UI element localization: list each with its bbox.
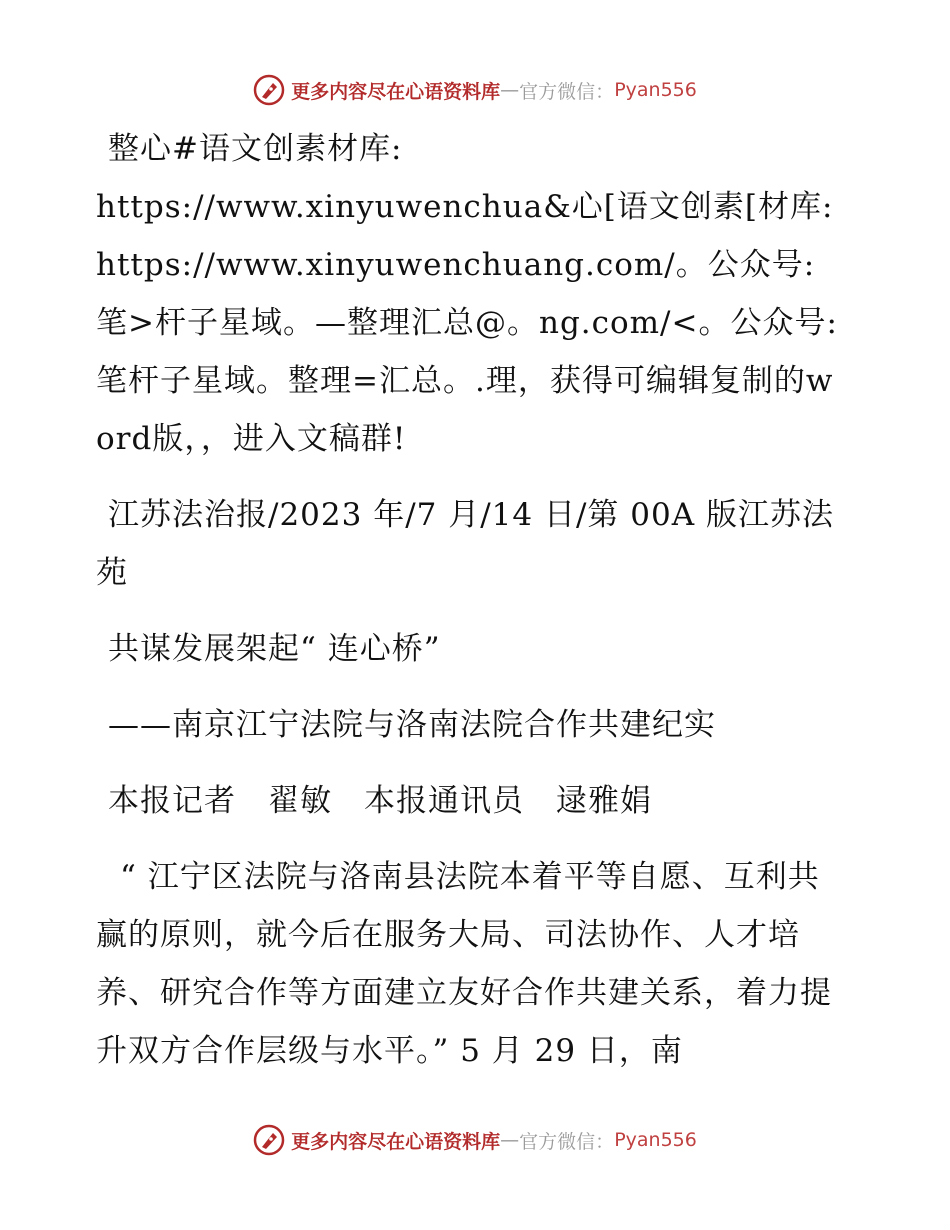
- watermark-dash: —: [500, 79, 520, 101]
- pen-nib-icon: [253, 74, 285, 106]
- watermark: [253, 1124, 697, 1156]
- footer-watermark: [0, 1120, 950, 1160]
- intro-paragraph: 整心#语文创素材库: https://www.xinyuwenchua&心[语文创素[材库: https://www.xinyuwenchuang.com/。公众号: 笔>杆子星域。—整理汇总@。ng.com/<。公众号: 笔杆子星域。整理=汇总。.理，获得可编辑复制的w ord版，，进入文稿群!: [96, 131, 838, 457]
- byline: 本报记者 翟敏 本报通讯员 逯雅娟: [108, 783, 652, 819]
- source-line: 江苏法治报/2023 年/7 月/14 日/第 00A 版江苏法苑: [96, 497, 834, 591]
- watermark-wechat-label: 官方微信：: [519, 1130, 615, 1153]
- watermark-wechat-id: Pyan556: [614, 79, 697, 101]
- header-watermark: [0, 70, 950, 110]
- watermark-wechat-id: Pyan556: [614, 1129, 697, 1151]
- watermark: [253, 74, 697, 106]
- watermark-text: 更多内容尽在心语资料库: [291, 80, 501, 103]
- watermark-dash: —: [500, 1129, 520, 1151]
- article-subtitle: ——南京江宁法院与洛南法院合作共建纪实: [108, 707, 716, 743]
- pen-nib-icon: [253, 1124, 285, 1156]
- watermark-text: 更多内容尽在心语资料库: [291, 1130, 501, 1153]
- watermark-wechat-label: 官方微信：: [519, 80, 615, 103]
- article-title: 共谋发展架起“ 连心桥”: [108, 631, 441, 667]
- document-body: [96, 120, 846, 1080]
- body-paragraph: “ 江宁区法院与洛南县法院本着平等自愿、互利共赢的原则，就今后在服务大局、司法协作、人才培养、研究合作等方面建立友好合作共建关系，着力提升双方合作层级与水平。” 5 月 29 日，南: [96, 859, 832, 1069]
